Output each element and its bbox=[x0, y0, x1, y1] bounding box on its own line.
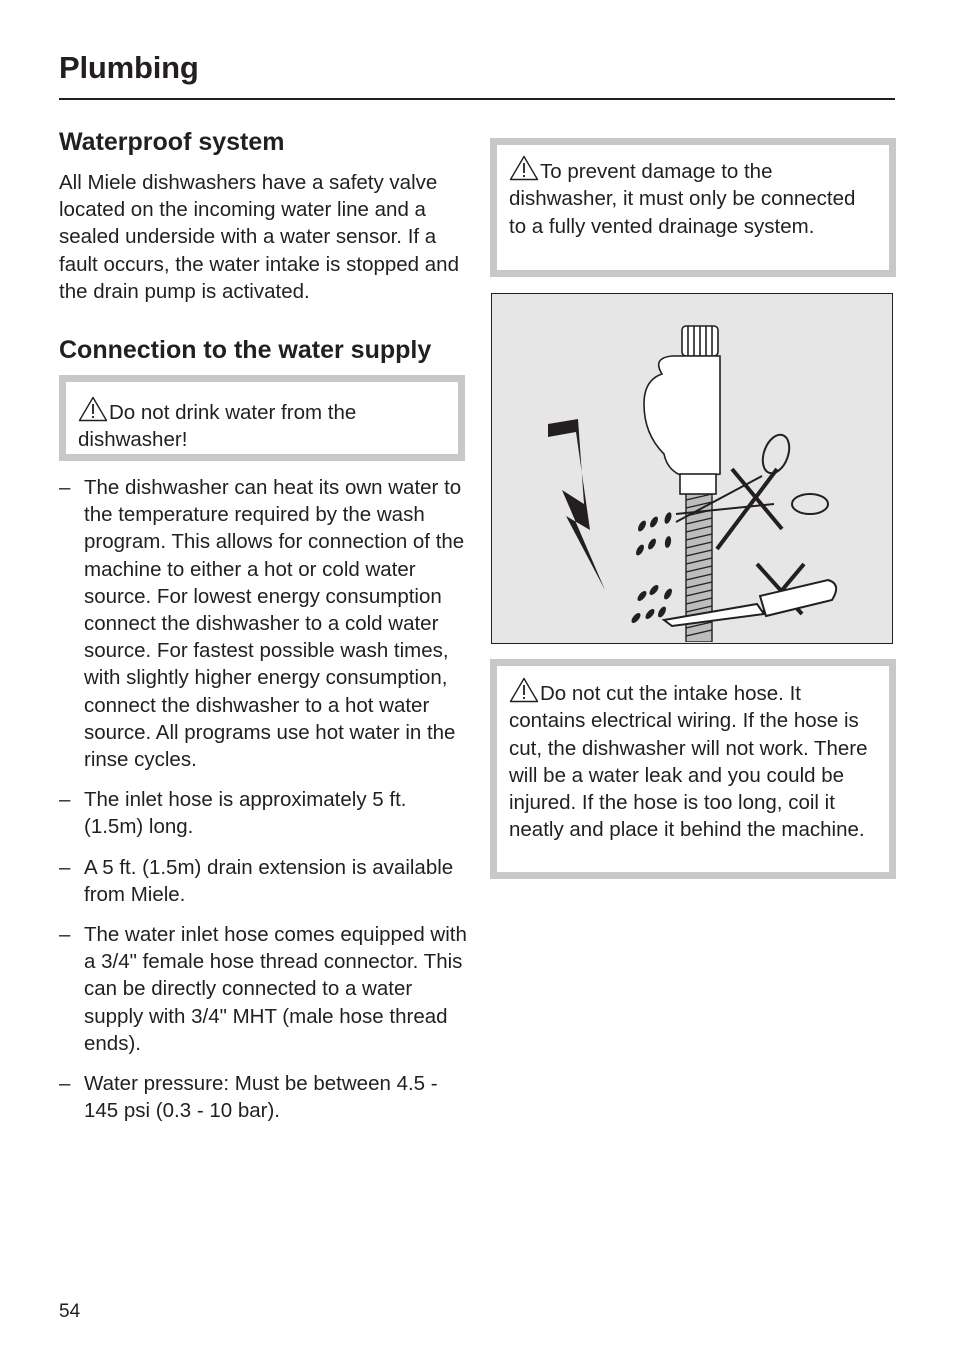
valve-connector bbox=[644, 326, 720, 494]
warning-text-hose: Do not cut the intake hose. It contains electrical wiring. If the hose is cut, the dishwasher will not work. There will be a water leak and you could be injured. If the hose is too long, coil it neatly and place it behind the machine. bbox=[509, 677, 877, 844]
list-item: – Water pressure: Must be between 4.5 - 145 psi (0.3 - 10 bar). bbox=[59, 1072, 438, 1123]
warning-text-drink: Do not drink water from the dishwasher! bbox=[78, 396, 446, 454]
page-number: 54 bbox=[59, 1301, 81, 1322]
waterproof-body: All Miele dishwashers have a safety valve located on the incoming water line and a sealed underside with a water sensor. If a fault occurs, the water intake is stopped and the drain pump is activated. bbox=[59, 171, 459, 303]
warning-box-hose bbox=[490, 659, 896, 879]
hose-illustration bbox=[491, 293, 893, 644]
lightning-bolt-icon bbox=[548, 419, 605, 590]
warning-triangle-icon bbox=[509, 677, 539, 701]
list-item: – The dishwasher can heat its own water to the temperature required by the wash program. This allows for connection of the machine to either a hot or cold water source. For lowest energy consumption connect the dishwasher to a cold water source. For fastest possible wash times, with slightly higher energy consumption, connect the dishwasher to a hot water source. All programs use hot water in the rinse cycles. bbox=[59, 476, 465, 772]
page-title: Plumbing bbox=[59, 50, 199, 85]
list-item: – The inlet hose is approximately 5 ft. (1.5m) long. bbox=[59, 788, 407, 839]
right-column bbox=[490, 138, 896, 277]
warning-box-drainage bbox=[490, 138, 896, 277]
connection-heading: Connection to the water supply bbox=[59, 336, 432, 365]
list-item: – A 5 ft. (1.5m) drain extension is available from Miele. bbox=[59, 855, 454, 906]
warning-text-drainage: To prevent damage to the dishwasher, it must only be connected to a fully vented drainage system. bbox=[509, 155, 877, 240]
list-item: – The water inlet hose comes equipped with a 3/4" female hose thread connector. This can be directly connected to a water supply with 3/4" MHT (male hose thread ends). bbox=[59, 923, 467, 1055]
waterproof-heading: Waterproof system bbox=[59, 128, 285, 156]
warning-triangle-icon bbox=[78, 396, 108, 420]
warning-box-drink bbox=[59, 375, 465, 461]
connection-bullet-list bbox=[59, 474, 469, 1124]
left-column bbox=[59, 126, 469, 1137]
warning-triangle-icon bbox=[509, 155, 539, 179]
title-rule bbox=[59, 98, 895, 100]
water-spray-icon bbox=[630, 511, 674, 624]
